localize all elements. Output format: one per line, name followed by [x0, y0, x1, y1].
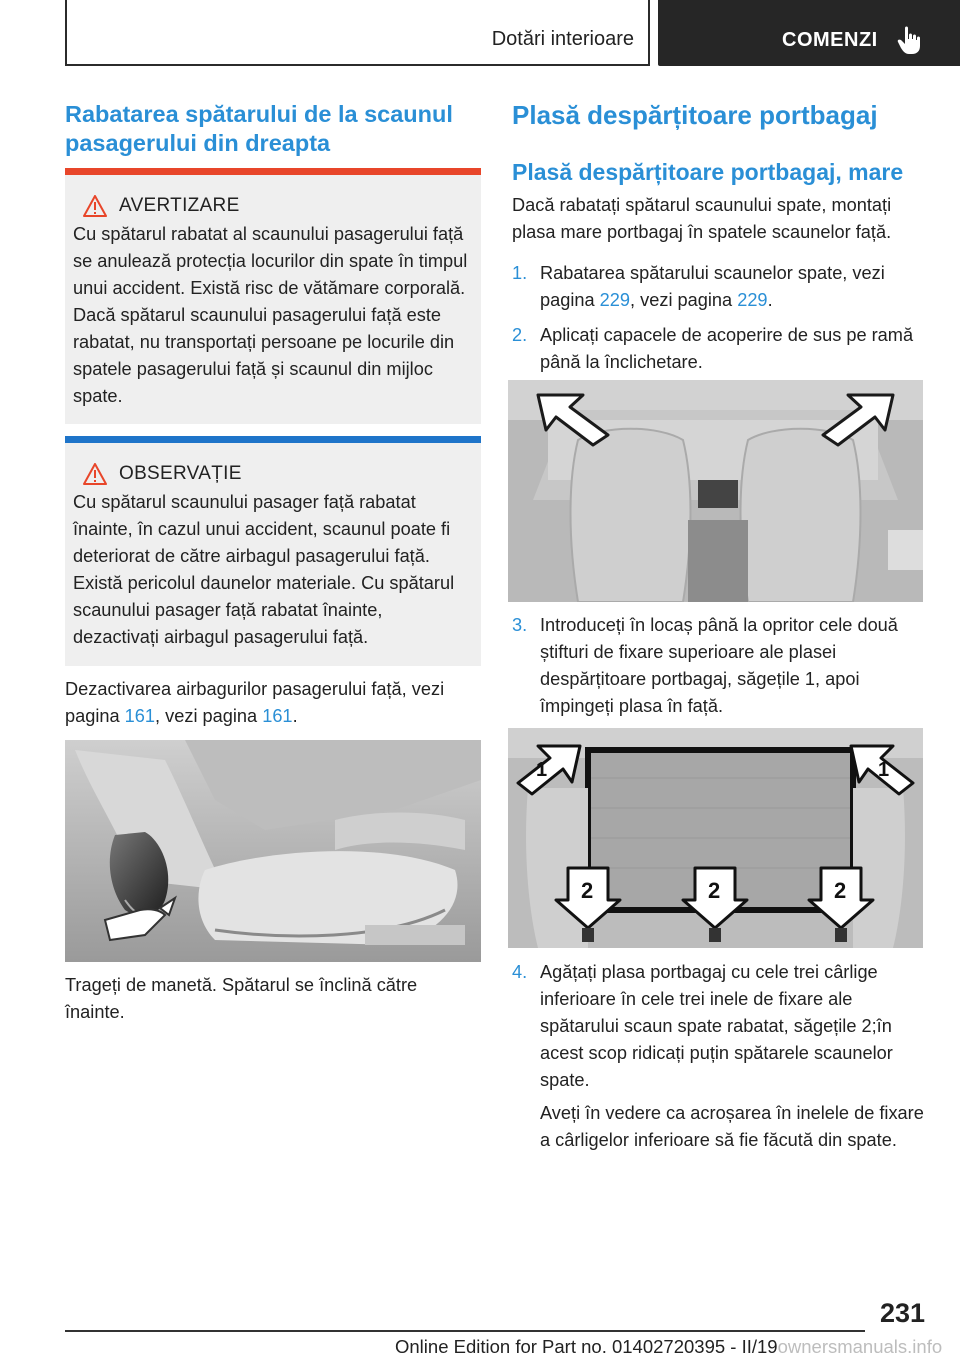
page-link-229-a[interactable]: 229: [599, 290, 631, 310]
list-item: [512, 612, 928, 720]
right-subheading: Plasă despărțitoare portbagaj, mare: [512, 159, 904, 185]
warning-box: [65, 168, 481, 424]
step-number: 4.: [512, 962, 528, 982]
list-item: [512, 260, 928, 314]
footer-edition: [395, 1336, 942, 1358]
site-watermark: ownersmanuals.info: [777, 1336, 943, 1357]
notice-title: OBSERVAȚIE: [119, 463, 242, 484]
warning-text: Cu spătarul rabatat al scaunului pasagerului față se anulează protecția locurilor din spate în timpul unui accident. Există risc de vătămare corporală. Dacă spătarul scaunului pasagerului față este rabatat, nu transportați persoane pe locurile din spatele pasagerului față și scaunul din mijloc spate.: [73, 224, 468, 406]
list-item: [512, 959, 928, 1094]
edition-text: Online Edition for Part no. 01402720395 - II/19: [395, 1336, 778, 1357]
hand-pointer-icon: [896, 24, 926, 56]
notice-triangle-icon: [83, 463, 107, 485]
pull-lever-text: Trageți de manetă. Spătarul se înclină către înainte.: [65, 975, 418, 1022]
notice-text: Cu spătarul scaunului pasager față rabatat înainte, în cazul unui accident, scaunul poate fi deteriorat de către airbagul pasagerului față. Există pericolul daunelor materiale. Cu spătarul scaunului pasager față rabatat înainte, dezactivați airbagul pasagerului față.: [73, 492, 455, 647]
steps-3-container: [512, 612, 928, 720]
section-label: Dotări interioare: [491, 28, 634, 50]
arrow-2-right-label: 2: [834, 878, 847, 903]
step-number: 3.: [512, 615, 528, 635]
intro-text: Dacă rabatați spătarul scaunului spate, montați plasa mare portbagaj în spatele scaunelor față.: [512, 195, 892, 242]
footer-divider: [65, 1330, 865, 1332]
page-link-161-b[interactable]: 161: [262, 706, 293, 726]
deactivate-text-c: .: [292, 706, 298, 726]
step-note: Aveți în vedere ca acroșarea în inelele de fixare a cârligelor inferioare să fie făcută din spate.: [540, 1103, 924, 1150]
deactivate-airbag-paragraph: [65, 676, 481, 730]
arrow-2-center-label: 2: [708, 878, 721, 903]
seat-lever-illustration: [65, 740, 481, 962]
warning-title: AVERTIZARE: [119, 195, 240, 216]
notice-bar: [65, 436, 481, 443]
arrow-1-left-label: 1: [536, 759, 548, 781]
right-column: [512, 100, 928, 376]
arrow-2-left-label: 2: [581, 878, 594, 903]
step-text: Rabatarea spătarului scaunelor spate, vezi pagina 229, vezi pagina 229.: [540, 263, 885, 310]
step-text: Introduceți în locaș până la opritor cele două știfturi de fixare superioare ale plasei despărțitoare portbagaj, săgețile 1, apoi împingeți plasa în față.: [540, 615, 898, 716]
step-number: 1.: [512, 263, 528, 283]
left-section-heading: Rabatarea spătarului de la scaunul pasagerului din dreapta: [65, 101, 453, 156]
step-text: Agățați plasa portbagaj cu cele trei cârlige inferioare în cele trei inele de fixare ale spătarului scaun spate rabatat, săgețile 2;în acest scop ridicați puțin spătarele scaunelor spate.: [540, 962, 893, 1090]
steps-4-container: [512, 959, 928, 1154]
category-label: COMENZI: [782, 29, 878, 51]
step-number: 2.: [512, 325, 528, 345]
notice-box: [65, 436, 481, 666]
net-mounting-illustration: [508, 728, 923, 948]
right-section-heading: Plasă despărțitoare portbagaj: [512, 100, 878, 130]
page-link-161-a[interactable]: 161: [124, 706, 156, 726]
left-column: [65, 100, 481, 158]
deactivate-text-b: , vezi pagina: [155, 706, 263, 726]
warning-triangle-icon: [83, 195, 107, 217]
arrow-1-right-label: 1: [878, 759, 890, 781]
deactivate-text: Dezactivarea airbagurilor pasagerului față, vezi pagina: [65, 679, 445, 726]
header-section-tab: [65, 0, 650, 66]
step-text: Aplicați capacele de acoperire de sus pe ramă până la înclichetare.: [540, 325, 914, 372]
page-link-229-b[interactable]: 229: [737, 290, 768, 310]
list-item: [512, 322, 928, 376]
page-number: 231: [879, 1298, 925, 1328]
header-category-tab: [658, 0, 960, 66]
trunk-cover-illustration: [508, 380, 923, 602]
warning-bar: [65, 168, 481, 175]
